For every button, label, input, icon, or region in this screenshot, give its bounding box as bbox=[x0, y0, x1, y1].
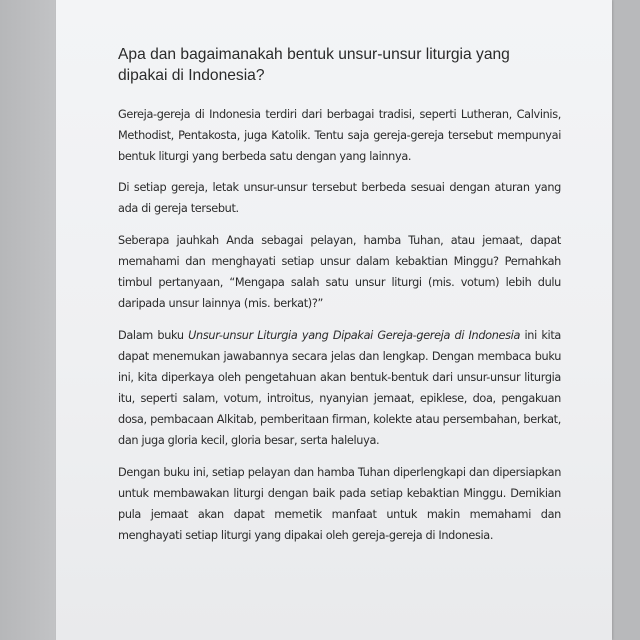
paragraph-question: Seberapa jauhkah Anda sebagai pelayan, hamba Tuhan, atau jemaat, dapat memahami dan menghayati setiap unsur dalam kebaktian Minggu? Pernahkah timbul pertanyaan, “Mengapa salah satu unsur liturgi (mis. votum) lebih dulu daripada unsur lainnya (mis. berkat)?” bbox=[118, 234, 561, 310]
paragraph-book-rest: ini kita dapat menemukan jawabannya secara jelas dan lengkap. Dengan membaca buku ini, kita diperkaya oleh pengetahuan akan bentuk-bentuk dari unsur-unsur liturgia itu, seperti salam, votum, introitus, nyanyian jemaat, epiklese, doa, pengakuan dosa, pembacaan Alkitab, pemberitaan firman, kolekte atau persembahan, berkat, dan juga gloria kecil, gloria besar, serta haleluya. bbox=[118, 329, 561, 447]
blurb-text bbox=[118, 104, 561, 557]
book-back-cover bbox=[56, 0, 612, 640]
paragraph-benefit: Dengan buku ini, setiap pelayan dan hamba Tuhan diperlengkapi dan dipersiapkan untuk membawakan liturgi dengan baik pada setiap kebaktian Minggu. Demikian pula jemaat akan dapat memetik manfaat untuk makin memahami dan menghayati setiap liturgi yang dipakai oleh gereja-gereja di Indonesia. bbox=[118, 466, 561, 542]
paragraph-book-content bbox=[118, 325, 561, 451]
paragraph-book-prefix: Dalam buku bbox=[118, 329, 189, 342]
paragraph-traditions: Gereja-gereja di Indonesia terdiri dari berbagai tradisi, seperti Lutheran, Calvinis, Methodist, Pentakosta, juga Katolik. Tentu saja gereja-gereja tersebut mempunyai bentuk liturgi yang berbeda satu dengan yang lainnya. bbox=[118, 108, 561, 163]
background-right bbox=[612, 0, 640, 640]
book-title: Unsur-unsur Liturgia yang Dipakai Gereja-gereja di Indonesia bbox=[188, 329, 521, 342]
background-left bbox=[0, 0, 56, 640]
cover-heading: Apa dan bagaimanakah bentuk unsur-unsur liturgia yang dipakai di Indonesia? bbox=[118, 46, 510, 84]
paragraph-differences: Di setiap gereja, letak unsur-unsur tersebut berbeda sesuai dengan aturan yang ada di gereja tersebut. bbox=[118, 181, 561, 215]
